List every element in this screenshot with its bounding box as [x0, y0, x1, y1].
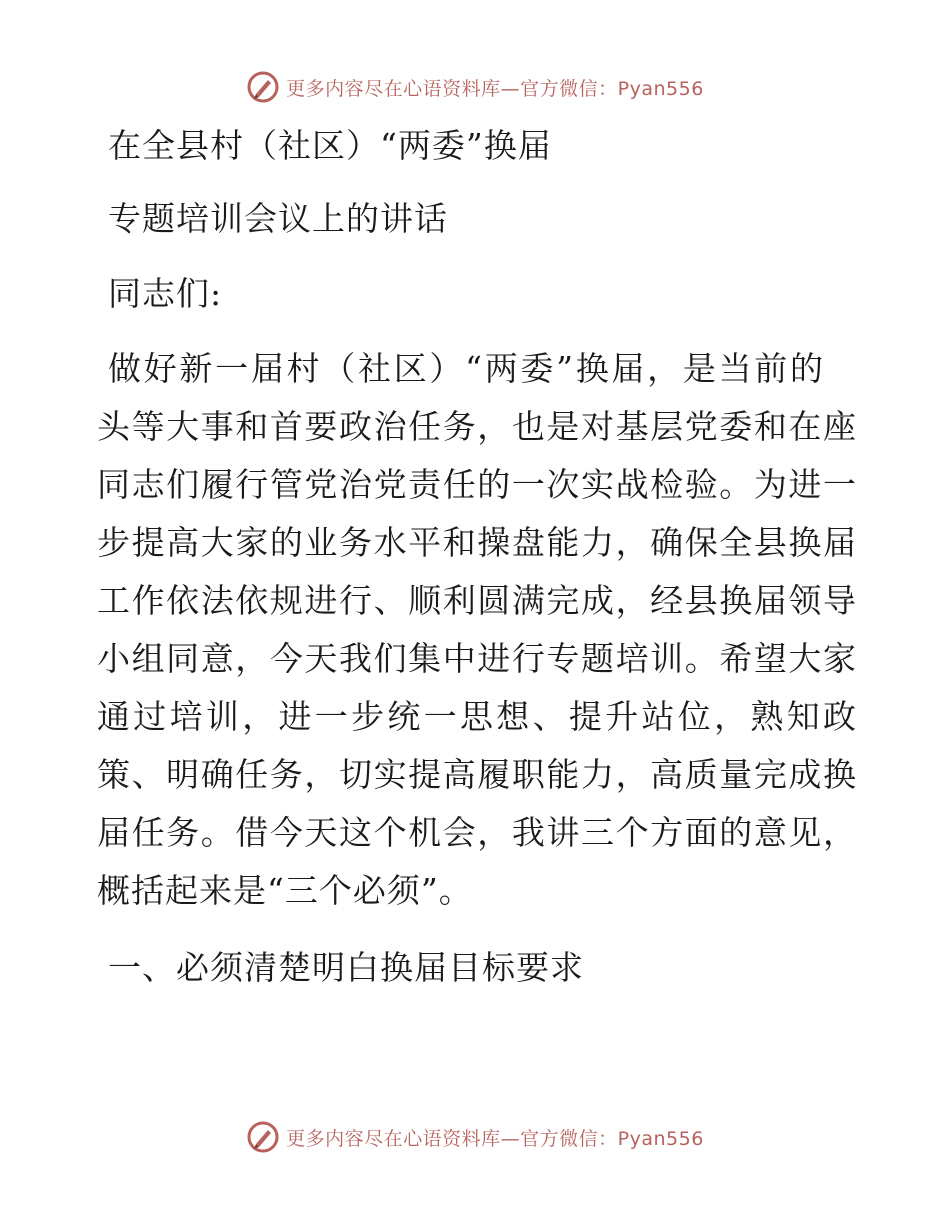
- paragraph-line: 同志们履行管党治党责任的一次实战检验。为进一: [97, 465, 857, 504]
- watermark-text: 更多内容尽在心语资料库—官方微信：Pyan556: [286, 1127, 704, 1150]
- watermark-text: 更多内容尽在心语资料库—官方微信：Pyan556: [286, 77, 704, 100]
- pen-logo-icon: [246, 1120, 280, 1154]
- paragraph-line: 届任务。借今天这个机会，我讲三个方面的意见，: [97, 813, 857, 852]
- paragraph-line: 策、明确任务，切实提高履职能力，高质量完成换: [97, 755, 857, 794]
- paragraph-line: 做好新一届村（社区）“两委”换届，是当前的: [108, 349, 824, 388]
- paragraph-line: 头等大事和首要政治任务，也是对基层党委和在座: [97, 407, 857, 446]
- salutation: 同志们:: [108, 274, 223, 313]
- paragraph-line: 小组同意，今天我们集中进行专题培训。希望大家: [97, 639, 857, 678]
- paragraph-line: 概括起来是“三个必须”。: [97, 871, 473, 910]
- watermark-banner-top: [0, 70, 950, 104]
- paragraph-line: 通过培训，进一步统一思想、提升站位，熟知政: [97, 697, 857, 736]
- paragraph-line: 步提高大家的业务水平和操盘能力，确保全县换届: [97, 523, 857, 562]
- title-line-2: 专题培训会议上的讲话: [108, 199, 448, 238]
- title-line-1: 在全县村（社区）“两委”换届: [108, 126, 552, 165]
- pen-logo-icon: [246, 70, 280, 104]
- section-heading: 一、必须清楚明白换届目标要求: [108, 948, 584, 987]
- paragraph-line: 工作依法依规进行、顺利圆满完成，经县换届领导: [97, 581, 857, 620]
- watermark-banner-bottom: [0, 1120, 950, 1154]
